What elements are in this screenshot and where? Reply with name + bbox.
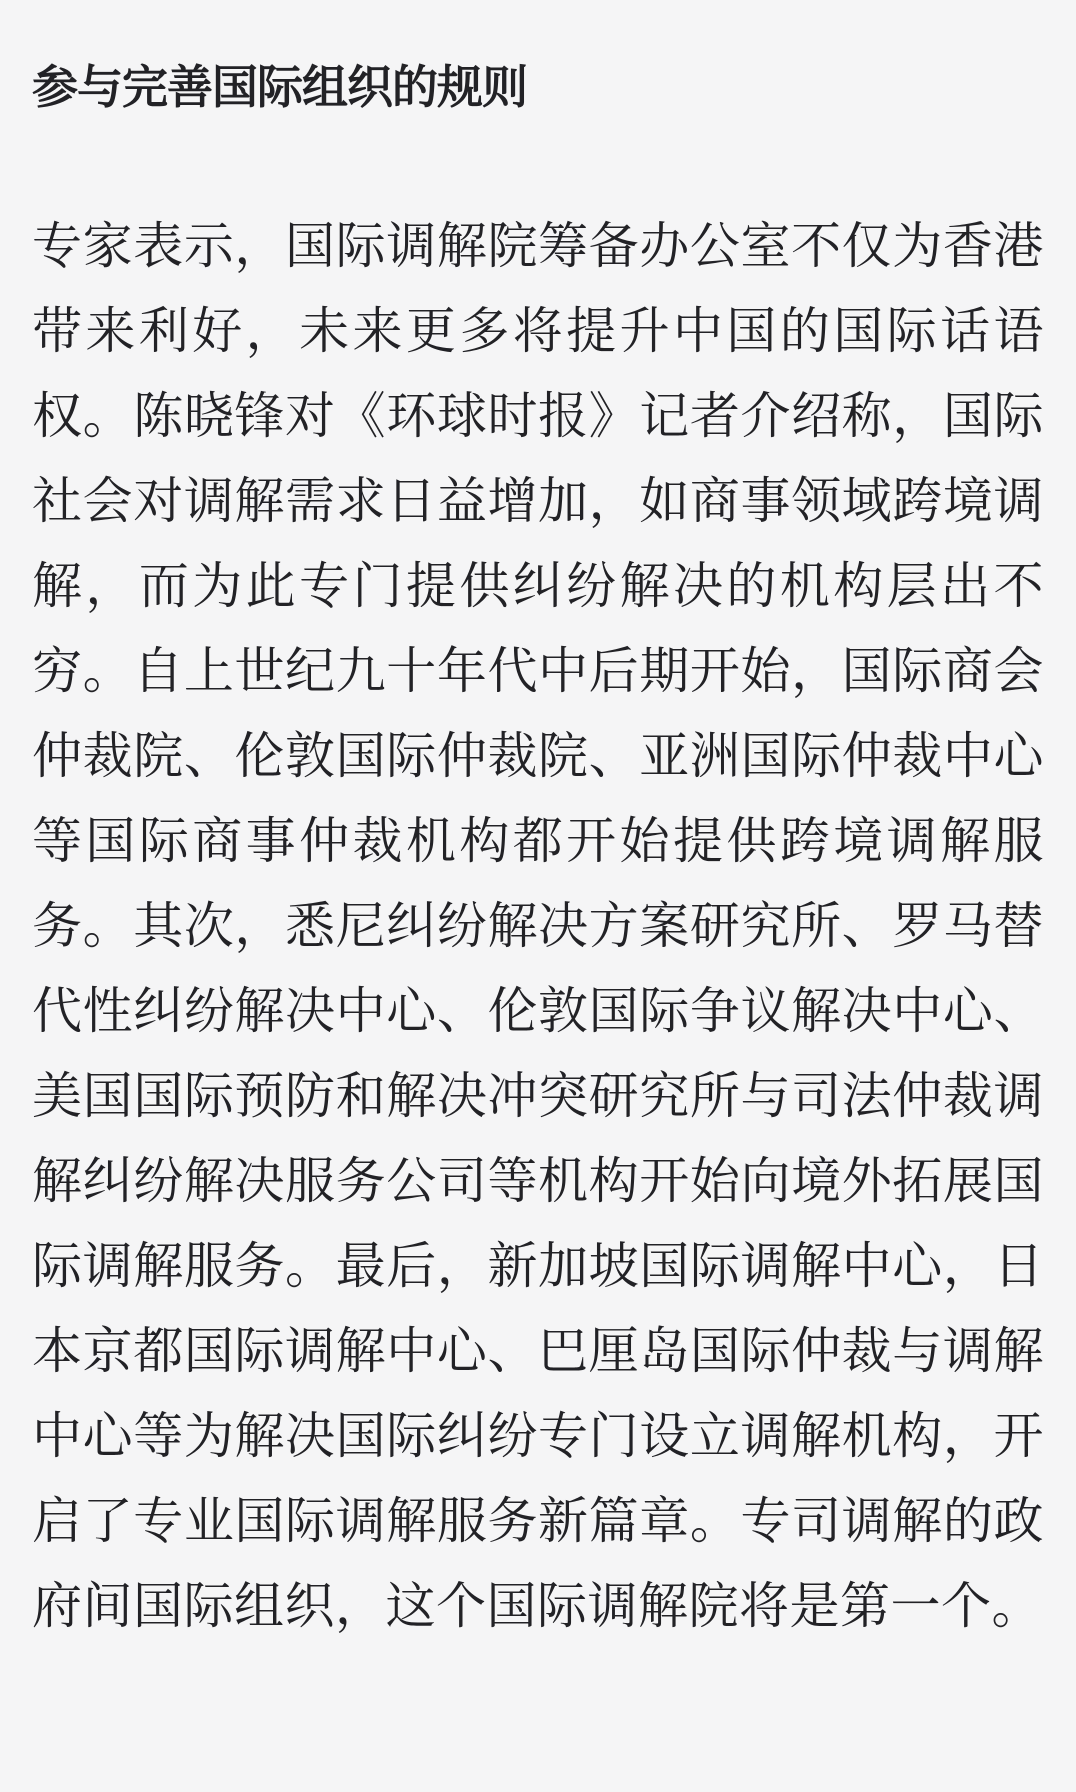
article-body-paragraph: 专家表示，国际调解院筹备办公室不仅为香港带来利好，未来更多将提升中国的国际话语权。陈晓锋对《环球时报》记者介绍称，国际社会对调解需求日益增加，如商事领域跨境调解，而为此专门提供纠纷解决的机构层出不穷。自上世纪九十年代中后期开始，国际商会仲裁院、伦敦国际仲裁院、亚洲国际仲裁中心等国际商事仲裁机构都开始提供跨境调解服务。其次，悉尼纠纷解决方案研究所、罗马替代性纠纷解决中心、伦敦国际争议解决中心、美国国际预防和解决冲突研究所与司法仲裁调解纠纷解决服务公司等机构开始向境外拓展国际调解服务。最后，新加坡国际调解中心，日本京都国际调解中心、巴厘岛国际仲裁与调解中心等为解决国际纠纷专门设立调解机构，开启了专业国际调解服务新篇章。专司调解的政府间国际组织，这个国际调解院将是第一个。 xyxy=(32,218,1044,1634)
article-section-heading: 参与完善国际组织的规则 xyxy=(32,61,527,113)
